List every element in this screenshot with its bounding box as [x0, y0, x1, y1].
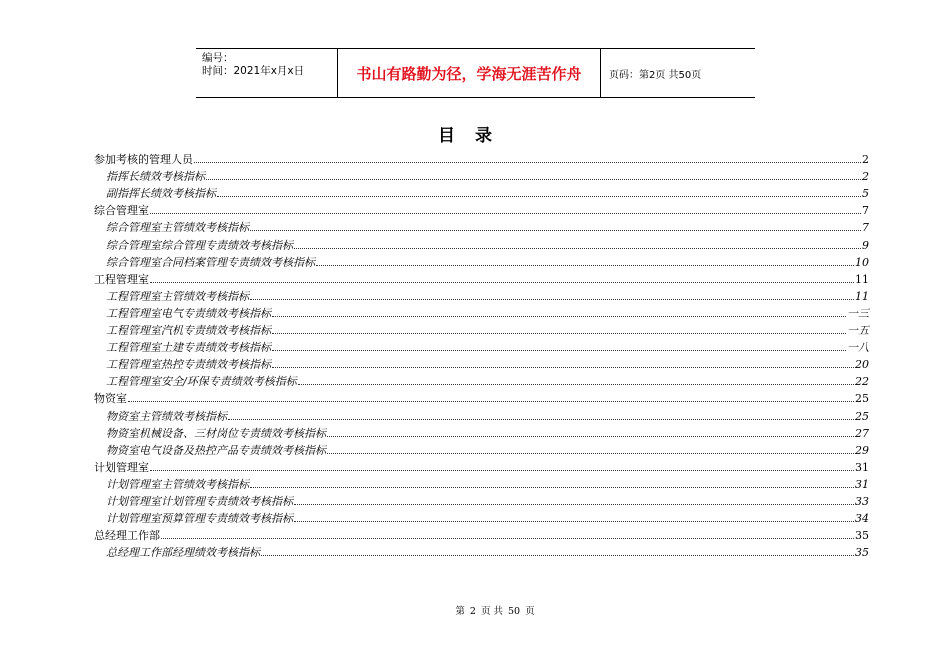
- toc-entry-label: 工程管理室热控专责绩效考核指标: [106, 358, 271, 372]
- toc-entry[interactable]: [94, 252, 869, 269]
- toc-entry-label: 副指挥长绩效考核指标: [106, 187, 216, 201]
- toc-entry[interactable]: [94, 508, 869, 525]
- toc-entry[interactable]: [94, 491, 869, 508]
- toc-entry[interactable]: [94, 542, 869, 559]
- toc-entry-label: 指挥长绩效考核指标: [106, 170, 205, 184]
- toc-leader-dots: [327, 452, 854, 454]
- toc-entry-page: 9: [862, 238, 869, 252]
- toc-entry[interactable]: [94, 166, 869, 183]
- header-page-info: 页码：第2页 共50页: [609, 69, 702, 81]
- toc-entry-label: 计划管理室预算管理专责绩效考核指标: [106, 512, 293, 526]
- toc-entry-label: 参加考核的管理人员: [94, 153, 193, 167]
- toc-entry-label: 计划管理室主管绩效考核指标: [106, 477, 249, 491]
- toc-entry-label: 物资室机械设备、三材岗位专责绩效考核指标: [106, 426, 326, 440]
- toc-entry-page: 10: [855, 255, 869, 269]
- toc-entry[interactable]: [94, 474, 869, 491]
- toc-leader-dots: [316, 264, 854, 266]
- toc-entry[interactable]: [94, 303, 869, 320]
- toc-entry-page: 27: [855, 426, 869, 440]
- toc-leader-dots: [294, 520, 854, 522]
- toc-entry-page: 2: [862, 170, 869, 184]
- toc-entry-label: 总经理工作部经理绩效考核指标: [106, 546, 260, 560]
- toc-title: 目录: [438, 126, 512, 146]
- header-motto: 书山有路勤为径，学海无涯苦作舟: [338, 49, 601, 97]
- toc-entry-page: 2: [862, 153, 869, 167]
- toc-entry-label: 计划管理室: [94, 460, 149, 474]
- toc-leader-dots: [298, 383, 854, 385]
- toc-entry-label: 总经理工作部: [94, 529, 160, 543]
- toc-entry-page: 一三: [847, 306, 869, 320]
- toc-entry[interactable]: [94, 269, 869, 286]
- time-label: 时间：2021年x月x日: [202, 65, 305, 77]
- toc-entry[interactable]: [94, 371, 869, 388]
- toc-entry[interactable]: [94, 200, 869, 217]
- toc-entry-page: 31: [855, 477, 869, 491]
- toc-entry[interactable]: [94, 320, 869, 337]
- footer-prefix: 第: [455, 606, 465, 617]
- toc-leader-dots: [128, 400, 854, 402]
- toc-leader-dots: [206, 178, 861, 180]
- toc-leader-dots: [150, 469, 854, 471]
- toc-entry-page: 35: [855, 546, 869, 560]
- toc-entry[interactable]: [94, 217, 869, 234]
- footer-total: 50: [508, 606, 521, 617]
- toc-entry[interactable]: [94, 149, 869, 166]
- toc-leader-dots: [228, 418, 854, 420]
- toc-leader-dots: [250, 229, 861, 231]
- toc-leader-dots: [294, 247, 861, 249]
- toc-entry-label: 计划管理室计划管理专责绩效考核指标: [106, 494, 293, 508]
- toc-entry-label: 综合管理室: [94, 204, 149, 218]
- toc-leader-dots: [272, 332, 846, 334]
- page-footer: [0, 603, 950, 617]
- page-header: [196, 48, 755, 98]
- toc-leader-dots: [272, 366, 854, 368]
- toc-entry-page: 33: [855, 494, 869, 508]
- toc-entry-page: 29: [855, 443, 869, 457]
- toc-entry[interactable]: [94, 286, 869, 303]
- toc-entry-label: 综合管理室综合管理专责绩效考核指标: [106, 238, 293, 252]
- toc-entry-label: 综合管理室合同档案管理专责绩效考核指标: [106, 255, 315, 269]
- toc-entry-label: 工程管理室安全/环保专责绩效考核指标: [106, 375, 297, 389]
- toc-leader-dots: [150, 212, 861, 214]
- number-label: 编号：: [202, 52, 234, 64]
- toc-entry-page: 25: [855, 409, 869, 423]
- toc-leader-dots: [250, 486, 854, 488]
- toc-entry-page: 35: [855, 529, 869, 543]
- toc-entry-page: 一八: [847, 341, 869, 355]
- toc-entry-page: 25: [855, 392, 869, 406]
- toc-leader-dots: [194, 161, 861, 163]
- toc-leader-dots: [327, 435, 854, 437]
- toc-entry-label: 物资室电气设备及热控产品专责绩效考核指标: [106, 443, 326, 457]
- toc-leader-dots: [272, 349, 846, 351]
- toc-entry[interactable]: [94, 457, 869, 474]
- toc-leader-dots: [261, 554, 854, 556]
- toc-leader-dots: [150, 281, 854, 283]
- toc-entry[interactable]: [94, 183, 869, 200]
- toc-entry-label: 工程管理室电气专责绩效考核指标: [106, 306, 271, 320]
- toc-entry-label: 工程管理室主管绩效考核指标: [106, 289, 249, 303]
- toc-entry-page: 22: [855, 375, 869, 389]
- toc-entry-page: 20: [855, 358, 869, 372]
- toc-entry-page: 34: [855, 512, 869, 526]
- toc-entry-label: 工程管理室汽机专责绩效考核指标: [106, 324, 271, 338]
- toc-leader-dots: [272, 315, 846, 317]
- toc-entry-page: 7: [862, 204, 869, 218]
- toc-entry-label: 工程管理室土建专责绩效考核指标: [106, 341, 271, 355]
- toc-entry[interactable]: [94, 525, 869, 542]
- toc-leader-dots: [294, 503, 854, 505]
- toc-entry-label: 综合管理室主管绩效考核指标: [106, 221, 249, 235]
- toc-entry-label: 物资室主管绩效考核指标: [106, 409, 227, 423]
- toc-entry[interactable]: [94, 440, 869, 457]
- toc-entry-page: 11: [855, 272, 869, 286]
- toc-entry[interactable]: [94, 337, 869, 354]
- toc-entry-page: 7: [862, 221, 869, 235]
- toc-entry[interactable]: [94, 405, 869, 422]
- toc-entry-page: 一五: [847, 324, 869, 338]
- footer-middle: 页 共: [480, 606, 503, 617]
- toc-entry-page: 31: [855, 460, 869, 474]
- toc-entry-label: 物资室: [94, 392, 127, 406]
- footer-page: 2: [469, 606, 476, 617]
- header-meta: [196, 49, 338, 97]
- footer-suffix: 页: [525, 606, 535, 617]
- toc-entry-page: 11: [855, 289, 869, 303]
- table-of-contents: [94, 149, 869, 559]
- toc-entry[interactable]: [94, 388, 869, 405]
- toc-entry[interactable]: [94, 423, 869, 440]
- toc-leader-dots: [161, 537, 854, 539]
- toc-leader-dots: [217, 195, 861, 197]
- toc-leader-dots: [250, 298, 854, 300]
- toc-entry[interactable]: [94, 354, 869, 371]
- toc-entry[interactable]: [94, 234, 869, 251]
- toc-entry-page: 5: [862, 187, 869, 201]
- toc-entry-label: 工程管理室: [94, 272, 149, 286]
